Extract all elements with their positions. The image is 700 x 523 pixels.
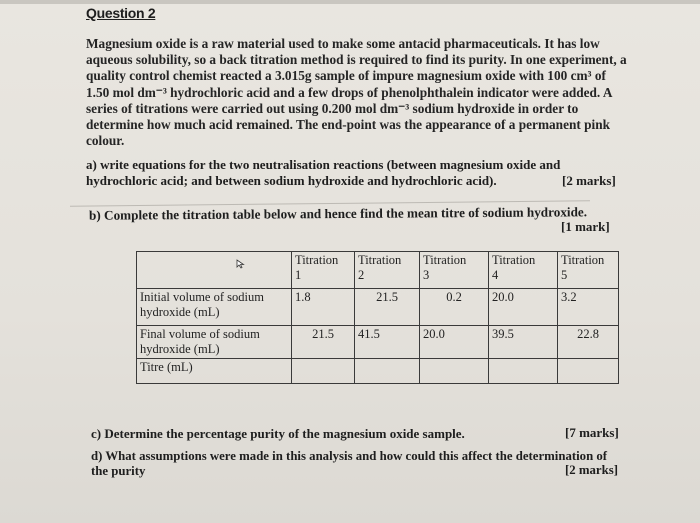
intro-line: colour. <box>86 133 125 149</box>
part-a-line: hydrochloric acid; and between sodium hydroxide and hydrochloric acid). <box>86 173 497 188</box>
table-cell: 0.2 <box>420 289 489 326</box>
table-row <box>137 289 619 326</box>
header-titration-3: Titration 3 <box>420 252 489 289</box>
part-c-marks: [7 marks] <box>565 425 619 440</box>
part-d-line: the purity <box>91 464 146 478</box>
intro-line: 1.50 mol dm⁻³ hydrochloric acid and a few drops of phenolphthalein indicator were added. A <box>86 84 613 100</box>
cursor-icon <box>236 259 246 269</box>
table-row <box>137 359 619 384</box>
intro-paragraph <box>86 36 646 149</box>
table-cell <box>558 359 619 384</box>
table-cell: 41.5 <box>355 326 420 359</box>
part-b-marks: [1 mark] <box>561 219 610 234</box>
question-title: Question 2 <box>86 5 156 21</box>
intro-line: series of titrations were carried out using 0.200 mol dm⁻³ sodium hydroxide in order to <box>86 100 579 116</box>
table-cell: 21.5 <box>292 326 355 359</box>
table-cell: 39.5 <box>489 326 558 359</box>
table-cell <box>420 359 489 384</box>
table-cell: 1.8 <box>292 289 355 326</box>
intro-line: quality control chemist reacted a 3.015g sample of impure magnesium oxide with 100 cm³ of <box>86 68 606 84</box>
table-cell: 3.2 <box>558 289 619 326</box>
intro-line: determine how much acid remained. The end-point was the appearance of a permanent pink <box>86 117 611 133</box>
row-label-titre: Titre (mL) <box>137 359 292 384</box>
table-cell <box>489 359 558 384</box>
part-b-question: b) Complete the titration table below and hence find the mean titre of sodium hydroxide. <box>88 204 588 223</box>
row-label-final: Final volume of sodium hydroxide (mL) <box>137 326 292 359</box>
part-a-line: a) write equations for the two neutralisation reactions (between magnesium oxide and <box>86 157 561 172</box>
table-cell <box>355 359 420 384</box>
part-d-marks: [2 marks] <box>565 463 618 477</box>
part-d-question <box>91 449 631 479</box>
titration-table <box>136 251 619 384</box>
table-corner-cell <box>137 252 292 289</box>
row-label-initial: Initial volume of sodium hydroxide (mL) <box>137 289 292 326</box>
header-titration-2: Titration 2 <box>355 252 420 289</box>
intro-line: aqueous solubility, so a back titration method is required to find its purity. In one experiment, a <box>86 52 627 68</box>
table-cell <box>292 359 355 384</box>
part-c-question: c) Determine the percentage purity of the magnesium oxide sample. <box>91 426 465 441</box>
header-titration-1: Titration 1 <box>292 252 355 289</box>
intro-line: Magnesium oxide is a raw material used to make some antacid pharmaceuticals. It has low <box>86 36 600 51</box>
table-row <box>137 326 619 359</box>
header-titration-4: Titration 4 <box>489 252 558 289</box>
table-cell: 22.8 <box>558 326 619 359</box>
part-a-question <box>86 157 626 189</box>
table-cell: 20.0 <box>420 326 489 359</box>
header-titration-5: Titration 5 <box>558 252 619 289</box>
table-header-row <box>137 252 619 289</box>
table-cell: 20.0 <box>489 289 558 326</box>
part-a-marks: [2 marks] <box>562 173 616 188</box>
part-d-line: d) What assumptions were made in this analysis and how could this affect the determination of <box>91 449 608 463</box>
page-top-edge <box>0 0 700 4</box>
table-cell: 21.5 <box>355 289 420 326</box>
